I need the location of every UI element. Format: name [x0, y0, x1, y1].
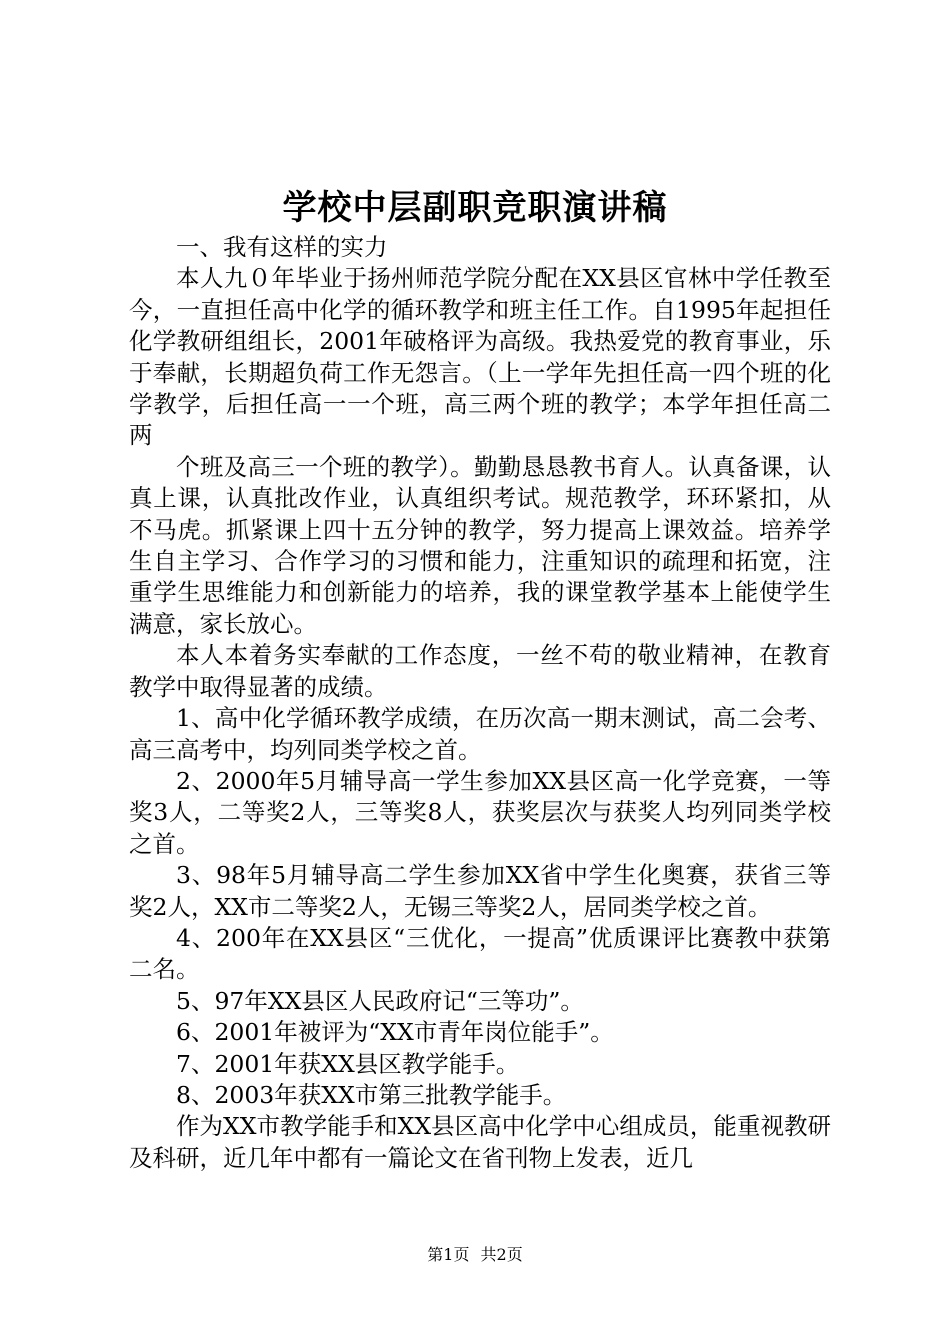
- list-item: 7、2001年获XX县区教学能手。: [176, 1049, 520, 1078]
- list-item: 4、200年在XX县区“三优化，一提高”优质课评比赛教中获第二名。: [129, 923, 831, 984]
- page-number: 第1页: [427, 1245, 470, 1264]
- page-footer: [0, 1244, 950, 1266]
- list-item: 2、2000年5月辅导高一学生参加XX县区高一化学竞赛，一等奖3人，二等奖2人，三等奖8人，获奖层次与获奖人均列同类学校之首。: [129, 766, 831, 858]
- list-item: 1、高中化学循环教学成绩，在历次高一期末测试，高二会考、高三高考中，均列同类学校之首。: [129, 704, 831, 764]
- document-body: [129, 232, 831, 1174]
- body-paragraph: 个班及高三一个班的教学）。勤勤恳恳教书育人。认真备课，认真上课，认真批改作业，认真组织考试。规范教学，环环紧扣，从不马虎。抓紧课上四十五分钟的教学，努力提高上课效益。培养学生自主学习、合作学习的习惯和能力，注重知识的疏理和拓宽，注重学生思维能力和创新能力的培养，我的课堂教学基本上能使学生满意，家长放心。: [129, 452, 831, 638]
- list-item: 5、97年XX县区人民政府记“三等功”。: [176, 986, 584, 1015]
- section-heading: 一、我有这样的实力: [176, 233, 388, 261]
- body-paragraph: 本人九０年毕业于扬州师范学院分配在XX县区官林中学任教至今，一直担任高中化学的循环教学和班主任工作。自1995年起担任化学教研组组长，2001年破格评为高级。我热爱党的教育事业，乐于奉献，长期超负荷工作无怨言。（上一学年先担任高一四个班的化学教学，后担任高一一个班，高三两个班的教学；本学年担任高二两: [129, 264, 831, 450]
- page-total: 共2页: [480, 1245, 523, 1264]
- body-paragraph: 本人本着务实奉献的工作态度，一丝不苟的敬业精神，在教育教学中取得显著的成绩。: [129, 641, 831, 701]
- list-item: 3、98年5月辅导高二学生参加XX省中学生化奥赛，获省三等奖2人，XX市二等奖2人，无锡三等奖2人，居同类学校之首。: [129, 861, 831, 921]
- list-item: 8、2003年获XX市第三批教学能手。: [176, 1080, 567, 1109]
- document-title: 学校中层副职竞职演讲稿: [282, 188, 668, 228]
- list-item: 6、2001年被评为“XX市青年岗位能手”。: [176, 1018, 614, 1047]
- body-paragraph: 作为XX市教学能手和XX县区高中化学中心组成员，能重视教研及科研，近几年中都有一篇论文在省刊物上发表，近几: [129, 1112, 831, 1172]
